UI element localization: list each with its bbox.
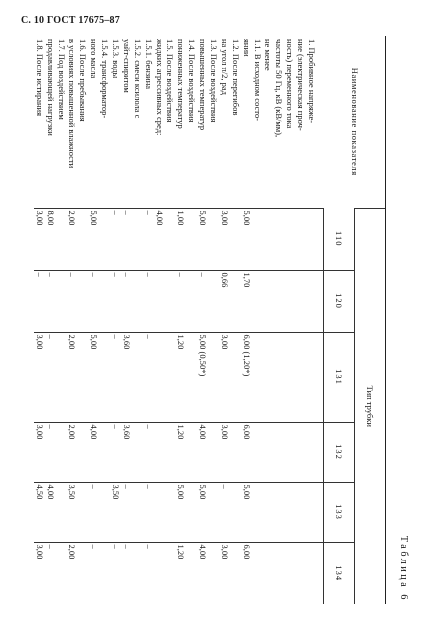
value-cell <box>252 332 263 422</box>
row-label: 1.7. Под воздействием <box>56 39 67 120</box>
value-cell <box>186 332 197 422</box>
value-cell: – <box>121 542 132 604</box>
column-header: 110 <box>324 208 355 270</box>
value-cell: 3,00 <box>219 542 230 604</box>
value-cell: 2,00 <box>67 542 78 604</box>
row-label: 1.5.3. воды <box>110 39 121 79</box>
name-column-header: Наименование показателя <box>324 36 386 208</box>
table-row <box>197 36 208 604</box>
value-cell: – <box>45 270 56 332</box>
value-cell: 5,00 (0,50*) <box>197 332 208 422</box>
value-cell <box>230 422 241 482</box>
value-cell <box>186 208 197 270</box>
value-cell <box>77 332 88 422</box>
value-cell: 3,00 <box>34 208 45 270</box>
value-cell: – <box>110 422 121 482</box>
column-header: 120 <box>324 270 355 332</box>
value-cell <box>273 482 284 542</box>
value-cell: – <box>143 332 154 422</box>
value-cell <box>284 542 295 604</box>
value-cell <box>77 208 88 270</box>
value-cell: 5,00 <box>197 482 208 542</box>
value-cell <box>132 208 143 270</box>
value-cell <box>284 270 295 332</box>
row-label: в условиях повышенной влажности <box>67 39 78 169</box>
value-cell: – <box>121 208 132 270</box>
table-row <box>45 36 56 604</box>
value-cell <box>306 422 317 482</box>
value-cell: 1,20 <box>175 422 186 482</box>
value-cell <box>230 208 241 270</box>
value-cell <box>186 482 197 542</box>
value-cell: 1,00 <box>175 208 186 270</box>
value-cell <box>284 482 295 542</box>
value-cell: – <box>143 482 154 542</box>
table-row <box>230 36 241 604</box>
column-header: 133 <box>324 482 355 542</box>
value-cell: – <box>143 422 154 482</box>
value-cell: 3,60 <box>121 422 132 482</box>
value-cell: 3,50 <box>110 482 121 542</box>
table-row <box>154 36 165 604</box>
value-cell: 5,00 <box>88 208 99 270</box>
table-row <box>77 36 88 604</box>
value-cell: 4,50 <box>34 482 45 542</box>
value-cell <box>208 542 219 604</box>
table-row <box>306 36 317 604</box>
value-cell: – <box>88 270 99 332</box>
column-header: 131 <box>324 332 355 422</box>
value-cell: 1,20 <box>175 542 186 604</box>
table-row <box>219 36 230 604</box>
table-row <box>284 36 295 604</box>
value-cell <box>165 208 176 270</box>
row-label: 1.6. После пребывания <box>78 39 89 122</box>
value-cell <box>165 422 176 482</box>
row-label: 1.5.1. бензина <box>143 39 154 90</box>
value-cell: – <box>143 542 154 604</box>
value-cell <box>295 482 306 542</box>
row-label: 1.1. В исходном состо- <box>252 39 263 121</box>
value-cell: 3,00 <box>34 422 45 482</box>
value-cell <box>132 332 143 422</box>
value-cell: 6,00 (1,20*) <box>241 332 252 422</box>
value-cell: 3,00 <box>219 332 230 422</box>
table-row <box>121 36 132 604</box>
value-cell <box>56 482 67 542</box>
row-label: не менее <box>263 39 274 71</box>
value-cell: 2,00 <box>67 422 78 482</box>
value-cell: 3,00 <box>34 332 45 422</box>
value-cell <box>165 542 176 604</box>
value-cell: – <box>197 270 208 332</box>
column-header: 134 <box>324 542 355 604</box>
row-label: пониженных температур <box>176 39 187 129</box>
value-cell: 5,00 <box>88 332 99 422</box>
value-cell <box>306 482 317 542</box>
page-header: С. 10 ГОСТ 17675–87 <box>21 15 120 26</box>
value-cell <box>295 332 306 422</box>
value-cell <box>186 422 197 482</box>
value-cell: 4,00 <box>197 422 208 482</box>
tube-type-header: Тип трубки <box>355 208 386 604</box>
row-label: 1.2. После перегибов <box>230 39 241 116</box>
value-cell <box>295 208 306 270</box>
value-cell <box>252 482 263 542</box>
row-label: 1. Пробивное напряже- <box>307 39 317 124</box>
value-cell <box>77 542 88 604</box>
value-cell: – <box>143 208 154 270</box>
value-cell <box>208 208 219 270</box>
value-cell <box>252 422 263 482</box>
value-cell: 4,00 <box>197 542 208 604</box>
value-cell: 5,00 <box>241 208 252 270</box>
value-cell <box>230 482 241 542</box>
value-cell: 3,50 <box>67 482 78 542</box>
value-cell <box>132 482 143 542</box>
value-cell <box>263 422 274 482</box>
table-row <box>132 36 143 604</box>
value-cell <box>230 270 241 332</box>
value-cell <box>284 422 295 482</box>
value-cell <box>132 422 143 482</box>
value-cell <box>295 270 306 332</box>
value-cell <box>252 270 263 332</box>
value-cell <box>77 482 88 542</box>
value-cell: 3,00 <box>34 542 45 604</box>
value-cell <box>273 332 284 422</box>
value-cell <box>56 422 67 482</box>
value-cell: 1,70 <box>241 270 252 332</box>
table-row <box>143 36 154 604</box>
value-cell <box>77 422 88 482</box>
value-cell <box>273 422 284 482</box>
column-header: 132 <box>324 422 355 482</box>
row-label: ние (электрическая проч- <box>296 39 307 131</box>
row-label: ного масла <box>89 39 100 79</box>
table-row <box>56 36 67 604</box>
table-row <box>186 36 197 604</box>
value-cell: – <box>110 542 121 604</box>
value-cell: – <box>88 542 99 604</box>
value-cell <box>306 208 317 270</box>
table-row <box>263 36 274 604</box>
value-cell <box>99 422 110 482</box>
value-cell: 3,00 <box>219 422 230 482</box>
value-cell: 1,20 <box>175 332 186 422</box>
table-row <box>241 36 252 604</box>
value-cell <box>273 270 284 332</box>
value-cell <box>284 332 295 422</box>
value-cell <box>263 542 274 604</box>
value-cell: – <box>219 482 230 542</box>
value-cell: 5,00 <box>241 482 252 542</box>
value-cell <box>208 332 219 422</box>
value-cell <box>99 542 110 604</box>
value-cell: 5,00 <box>175 482 186 542</box>
value-cell <box>230 542 241 604</box>
value-cell: – <box>110 208 121 270</box>
value-cell: 4,00 <box>45 482 56 542</box>
value-cell <box>77 270 88 332</box>
value-cell <box>56 332 67 422</box>
value-cell <box>56 208 67 270</box>
value-cell <box>99 208 110 270</box>
value-cell: 3,60 <box>121 332 132 422</box>
value-cell <box>99 270 110 332</box>
value-cell <box>99 482 110 542</box>
value-cell <box>263 482 274 542</box>
value-cell <box>165 482 176 542</box>
value-cell <box>263 270 274 332</box>
row-label: на угол π/2, рад <box>219 39 230 95</box>
value-cell <box>263 208 274 270</box>
value-cell: – <box>175 270 186 332</box>
value-cell: – <box>45 332 56 422</box>
table-row <box>165 36 176 604</box>
spacer-cell <box>317 270 324 332</box>
spacer-cell <box>317 332 324 422</box>
spacer-cell <box>317 542 324 604</box>
value-cell: 4,00 <box>154 208 165 270</box>
value-cell <box>230 332 241 422</box>
value-cell <box>273 208 284 270</box>
value-cell: 2,00 <box>67 332 78 422</box>
row-label: 1.8. После истирания <box>34 39 45 117</box>
spacer-cell <box>317 208 324 270</box>
row-label: янии <box>241 39 252 57</box>
value-cell <box>252 542 263 604</box>
spacer-cell <box>317 482 324 542</box>
value-cell: – <box>34 270 45 332</box>
value-cell: 5,00 <box>197 208 208 270</box>
value-cell: 6,00 <box>241 542 252 604</box>
value-cell <box>208 482 219 542</box>
value-cell <box>165 270 176 332</box>
value-cell: – <box>45 542 56 604</box>
row-label: жидких агрессивных сред: <box>154 39 165 136</box>
row-label: уайт-спиритом <box>121 39 132 93</box>
value-cell <box>186 542 197 604</box>
table-row <box>252 36 263 604</box>
row-label: 1.3. После воздействия <box>208 39 219 123</box>
rotated-table-area <box>14 36 412 608</box>
table-row <box>88 36 99 604</box>
value-cell <box>186 270 197 332</box>
table-row <box>99 36 110 604</box>
row-label: повышенных температур <box>198 39 209 131</box>
table-row <box>110 36 121 604</box>
value-cell <box>99 332 110 422</box>
table-caption: Таблица 6 <box>398 535 409 602</box>
table-row <box>175 36 186 604</box>
value-cell: – <box>67 270 78 332</box>
value-cell <box>273 542 284 604</box>
row-label: продавливающей нагрузки <box>45 39 56 136</box>
spacer-row <box>317 36 324 604</box>
row-label: 1.4. После воздействия <box>187 39 198 123</box>
spacer-cell <box>317 36 324 208</box>
value-cell <box>154 270 165 332</box>
value-cell <box>132 542 143 604</box>
row-label: частоты 50 Гц, кВ (кВ/мм), <box>274 39 285 138</box>
table-body <box>34 36 324 604</box>
value-cell <box>132 270 143 332</box>
value-cell <box>154 482 165 542</box>
table-row <box>273 36 284 604</box>
row-label: 1.5.4. трансформатор- <box>100 39 111 119</box>
value-cell <box>208 270 219 332</box>
value-cell <box>154 422 165 482</box>
value-cell: 4,00 <box>88 422 99 482</box>
table-row <box>295 36 306 604</box>
value-cell: – <box>110 270 121 332</box>
value-cell: – <box>110 332 121 422</box>
value-cell <box>252 208 263 270</box>
row-label: 1.5. После воздействия <box>165 39 176 123</box>
value-cell <box>154 542 165 604</box>
spacer-cell <box>317 422 324 482</box>
value-cell: 0,66 <box>219 270 230 332</box>
value-cell <box>306 542 317 604</box>
value-cell: – <box>88 482 99 542</box>
value-cell <box>295 422 306 482</box>
value-cell: 2,00 <box>67 208 78 270</box>
data-table <box>34 36 386 604</box>
value-cell: – <box>121 482 132 542</box>
value-cell <box>263 332 274 422</box>
value-cell <box>284 208 295 270</box>
table-row <box>208 36 219 604</box>
value-cell <box>306 270 317 332</box>
value-cell <box>154 332 165 422</box>
value-cell: 3,00 <box>219 208 230 270</box>
value-cell: – <box>143 270 154 332</box>
value-cell: 6,00 <box>241 422 252 482</box>
row-label: 1.5.2. смеси ксилола с <box>132 39 143 119</box>
value-cell <box>208 422 219 482</box>
row-label: ность) переменного тока <box>285 39 296 129</box>
value-cell: – <box>45 422 56 482</box>
table-row <box>67 36 78 604</box>
value-cell: 8,00 <box>45 208 56 270</box>
table-row <box>34 36 45 604</box>
value-cell <box>306 332 317 422</box>
value-cell <box>56 270 67 332</box>
value-cell <box>295 542 306 604</box>
value-cell: – <box>121 270 132 332</box>
value-cell <box>56 542 67 604</box>
value-cell <box>165 332 176 422</box>
